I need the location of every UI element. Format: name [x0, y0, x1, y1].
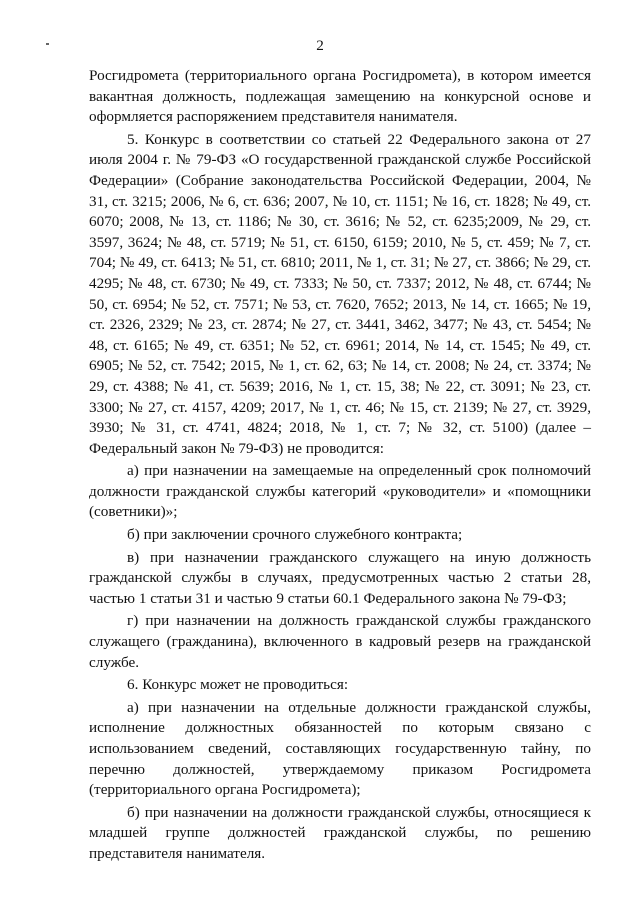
paragraph-continuation: Росгидромета (территориального органа Росгидромета), в котором имеется вакантная должность, подлежащая замещению на конкурсной основе и оформляется распоряжением представителя нанимателя. — [89, 67, 591, 126]
paragraph-item-6: 6. Конкурс может не проводиться: — [127, 676, 349, 694]
paragraph-item-5v: в) при назначении гражданского служащего на иную должность гражданской службы в случаях, предусмотренных частью 2 статьи 28, частью 1 статьи 31 и частью 9 статьи 60.1 Федерального закона № 79-ФЗ; — [89, 548, 591, 607]
page-number: 2 — [316, 37, 324, 54]
document-body — [89, 66, 591, 865]
paragraph-item-5g: г) при назначении на должность гражданской службы гражданского служащего (гражданина), включенного в кадровый резерв на гражданской службе. — [89, 612, 591, 671]
paragraph-item-5b: б) при заключении срочного служебного контракта; — [127, 526, 463, 544]
paragraph-item-6a: а) при назначении на отдельные должности гражданской службы, исполнение должностных обязанностей по которым связано с использованием сведений, составляющих государственную тайну, по перечню должностей, утверждаемому приказом Росгидромета (территориального органа Росгидромета); — [89, 698, 591, 799]
paragraph-item-5: 5. Конкурс в соответствии со статьей 22 Федерального закона от 27 июля 2004 г. № 79-ФЗ «О государственной гражданской службе Российской Федерации» (Собрание законодательства Российской Федерации, 2004, № 31, ст. 3215; 2006, № 6, ст. 636; 2007, № 10, ст. 1151; № 16, ст. 1828; № 49, ст. 6070; 2008, № 13, ст. 1186; № 30, ст. 3616; № 52, ст. 6235;2009, № 29, ст. 3597, 3624; № 48, ст. 5719; № 51, ст. 6150, 6159; 2010, № 5, ст. 459; № 7, ст. 704; № 49, ст. 6413; № 51, ст. 6810; 2011, № 1, ст. 31; № 27, ст. 3866; № 29, ст. 4295; № 48, ст. 6730; № 49, ст. 7333; № 50, ст. 7337; 2012, № 48, ст. 6744; № 50, ст. 6954; № 52, ст. 7571; № 53, ст. 7620, 7652; 2013, № 14, ст. 1665; № 19, ст. 2326, 2329; № 23, ст. 2874; № 27, ст. 3441, 3462, 3477; № 43, ст. 5454; № 48, ст. 6165; № 49, ст. 6351; № 52, ст. 6961; 2014, № 14, ст. 1545; № 49, ст. 6905; № 52, ст. 7542; 2015, № 1, ст. 62, 63; № 14, ст. 2008; № 24, ст. 3374; № 29, ст. 4388; № 41, ст. 5639; 2016, № 1, ст. 15, 38; № 22, ст. 3091; № 23, ст. 3300; № 27, ст. 4157, 4209; 2017, № 1, ст. 46; № 15, ст. 2139; № 27, ст. 3929, 3930; № 31, ст. 4741, 4824; 2018, № 1, ст. 7; № 32, ст. 5100) (далее – Федеральный закон № 79-ФЗ) не проводится: — [89, 130, 591, 457]
paragraph-item-6b: б) при назначении на должности гражданской службы, относящиеся к младшей группе должностей гражданской службы, по решению представителя нанимателя. — [89, 803, 591, 862]
paragraph-item-5a: а) при назначении на замещаемые на определенный срок полномочий должности гражданской службы категорий «руководители» и «помощники (советники)»; — [89, 462, 591, 521]
